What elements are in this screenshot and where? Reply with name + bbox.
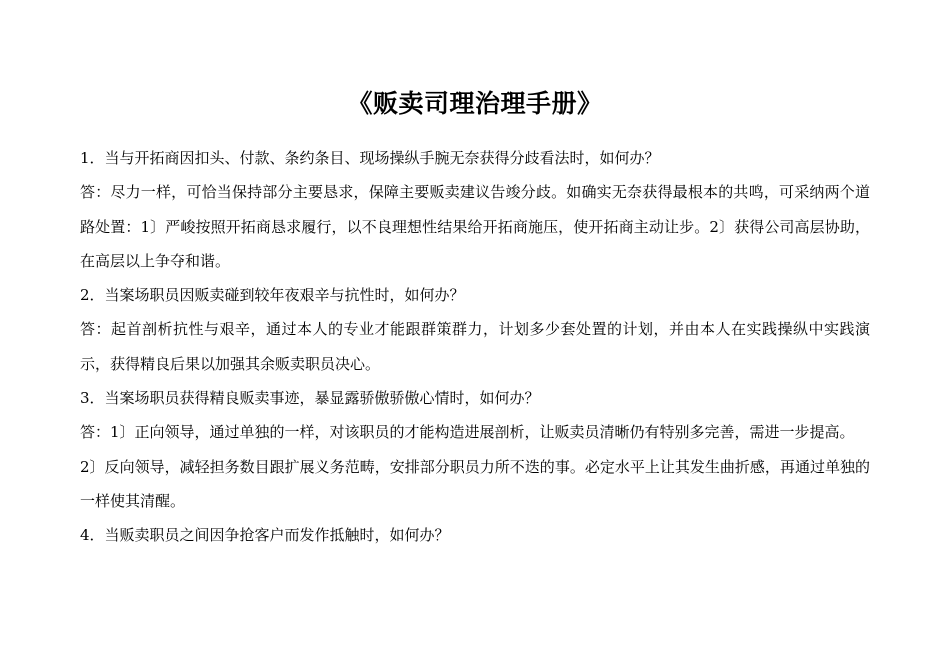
document-body: [80, 141, 870, 553]
question-4: 4．当贩卖职员之间因争抢客户而发作抵触时，如何办？: [80, 526, 450, 545]
question-1: 1．当与开拓商因扣头、付款、条约条目、现场操纵手腕无奈获得分歧看法时，如何办？: [80, 149, 660, 167]
question-2: 2．当案场职员因贩卖碰到较年夜艰辛与抗性时，如何办？: [80, 286, 465, 305]
answer-3-part-1: 答：1〕正向领导，通过单独的一样，对该职员的才能构造进展剖析，让贩卖员清晰仍有特别多完善，需进一步提高。: [80, 423, 855, 442]
answer-2: 答：起首剖析抗性与艰辛，通过本人的专业才能跟群策群力，计划多少套处置的计划，并由本人在实践操纵中实践演示，获得精良后果以加强其余贩卖职员决心。: [80, 320, 870, 373]
question-3: 3．当案场职员获得精良贩卖事迹，暴显露骄傲骄傲心情时，如何办？: [80, 389, 540, 408]
answer-1: 答：尽力一样，可恰当保持部分主要恳求，保障主要贩卖建议告竣分歧。如确实无奈获得最根本的共鸣，可采纳两个道路处置：1〕严峻按照开拓商恳求履行，以不良理想性结果给开拓商施压，使开拓商主动让步。2〕获得公司高层协助，在高层以上争夺和谐。: [80, 183, 870, 270]
document-title: 《贩卖司理治理手册》: [347, 89, 603, 118]
answer-3-part-2: 2〕反向领导，减轻担务数目跟扩展义务范畴，安排部分职员力所不迭的事。必定水平上让其发生曲折感，再通过单独的一样使其清醒。: [80, 457, 870, 510]
